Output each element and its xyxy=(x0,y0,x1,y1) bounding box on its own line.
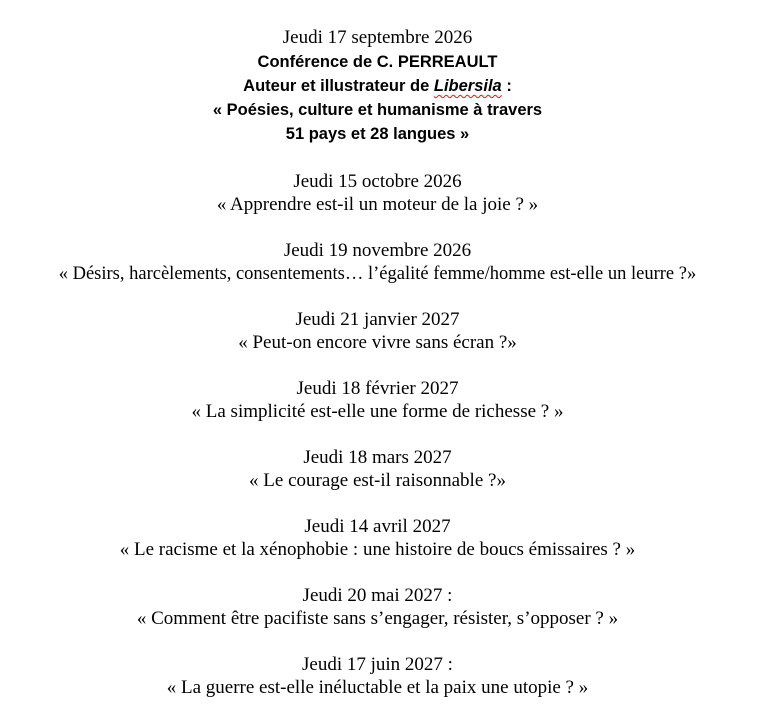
event-topic: « Comment être pacifiste sans s’engager, résister, s’opposer ? » xyxy=(136,608,619,629)
event-topic: « Le racisme et la xénophobie : une histoire de boucs émissaires ? » xyxy=(119,539,636,560)
event-date: Jeudi 20 mai 2027 : xyxy=(302,585,453,606)
event-date: Jeudi 18 mars 2027 xyxy=(303,447,452,468)
featured-topic-line-1: « Poésies, culture et humanisme à travers xyxy=(212,101,543,119)
author-prefix: Auteur et illustrateur de xyxy=(243,77,434,95)
featured-conference-title: Conférence de C. PERREAULT xyxy=(257,53,498,71)
event-topic: « La guerre est-elle inéluctable et la paix une utopie ? » xyxy=(166,677,589,698)
event-date: Jeudi 21 janvier 2027 xyxy=(295,309,460,330)
featured-topic-line-2: 51 pays et 28 langues » xyxy=(285,125,470,143)
event-date: Jeudi 17 juin 2027 : xyxy=(302,654,453,675)
featured-author-line xyxy=(0,74,755,98)
featured-event-date: Jeudi 17 septembre 2026 xyxy=(282,27,473,48)
event-topic: « Désirs, harcèlements, consentements… l’égalité femme/homme est-elle un leurre ?» xyxy=(58,264,697,284)
event-topic: « Le courage est-il raisonnable ?» xyxy=(249,470,506,491)
event-date: Jeudi 19 novembre 2026 xyxy=(283,240,472,261)
event-topic: « La simplicité est-elle une forme de richesse ? » xyxy=(191,401,564,422)
event-topic: « Peut-on encore vivre sans écran ?» xyxy=(238,332,517,353)
event-date: Jeudi 18 février 2027 xyxy=(296,378,459,399)
author-suffix: : xyxy=(501,77,512,95)
event-date: Jeudi 14 avril 2027 xyxy=(304,516,451,537)
book-title: Libersila xyxy=(433,77,502,95)
event-date: Jeudi 15 octobre 2026 xyxy=(293,171,462,192)
event-topic: « Apprendre est-il un moteur de la joie ? » xyxy=(216,194,539,215)
